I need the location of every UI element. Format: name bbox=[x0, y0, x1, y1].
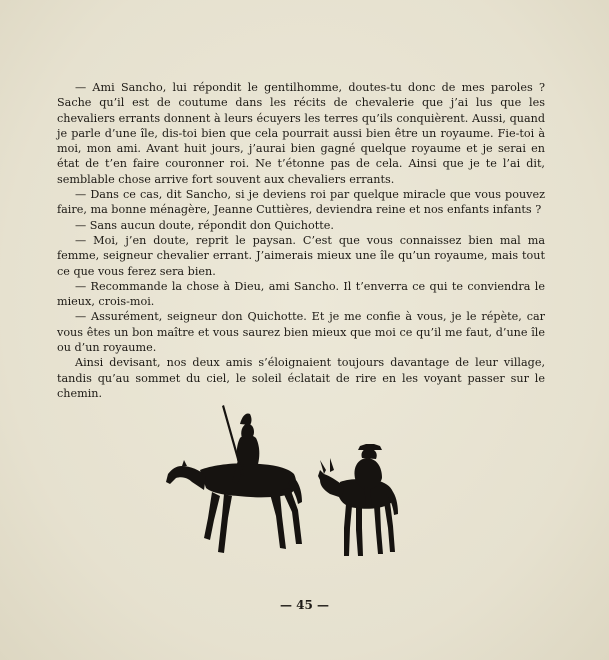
silhouette-illustration bbox=[160, 398, 420, 563]
paragraph-4: — Moi, j’en doute, reprit le paysan. C’est que vous connaissez bien mal ma femme, seigneur chevalier errant. J’aimerais mieux une île qu’un royaume, mais tout ce que vous ferez sera bien. bbox=[57, 233, 545, 278]
paragraph-2: — Dans ce cas, dit Sancho, si je deviens roi par quelque miracle que vous pouvez faire, ma bonne ménagère, Jeanne Cuttières, deviendra reine et nos enfants infants ? bbox=[57, 188, 545, 217]
paragraph-6: — Assurément, seigneur don Quichotte. Et je me confie à vous, je le répète, car vous êtes un bon maître et vous saurez bien mieux que moi ce qu’il me faut, d’une île ou d’un royaume. bbox=[57, 310, 545, 355]
paragraph-1: — Ami Sancho, lui répondit le gentilhomme, doutes-tu donc de mes paroles ? Sache qu’il est de coutume dans les récits de chevalerie que j’ai lus que les chevaliers errants donnent à leurs écuyers les terres qu’ils conquièrent. Aussi, quand je parle d’une île, dis-toi bien que cela pourrait aussi bien être un royaume. Fie-toi à moi, mon ami. Avant huit jours, j’aurai bien gagné quelque royaume et je serai en état de t’en faire couronner roi. Ne t’étonne pas de cela. Ainsi que je te l’ai dit, semblable chose arrive fort souvent aux chevaliers errants. bbox=[57, 81, 545, 186]
paragraph-3: — Sans aucun doute, répondit don Quichotte. bbox=[75, 218, 334, 232]
body-text bbox=[57, 80, 545, 401]
page-number: — 45 — bbox=[279, 598, 330, 612]
horse-silhouette bbox=[166, 460, 302, 553]
paragraph-7: Ainsi devisant, nos deux amis s’éloignaient toujours davantage de leur village, tandis qu’au sommet du ciel, le soleil éclatait de rire en les voyant passer sur le chemin. bbox=[57, 356, 545, 400]
paragraph-5: — Recommande la chose à Dieu, ami Sancho. Il t’enverra ce qui te conviendra le mieux, crois-moi. bbox=[57, 279, 545, 309]
